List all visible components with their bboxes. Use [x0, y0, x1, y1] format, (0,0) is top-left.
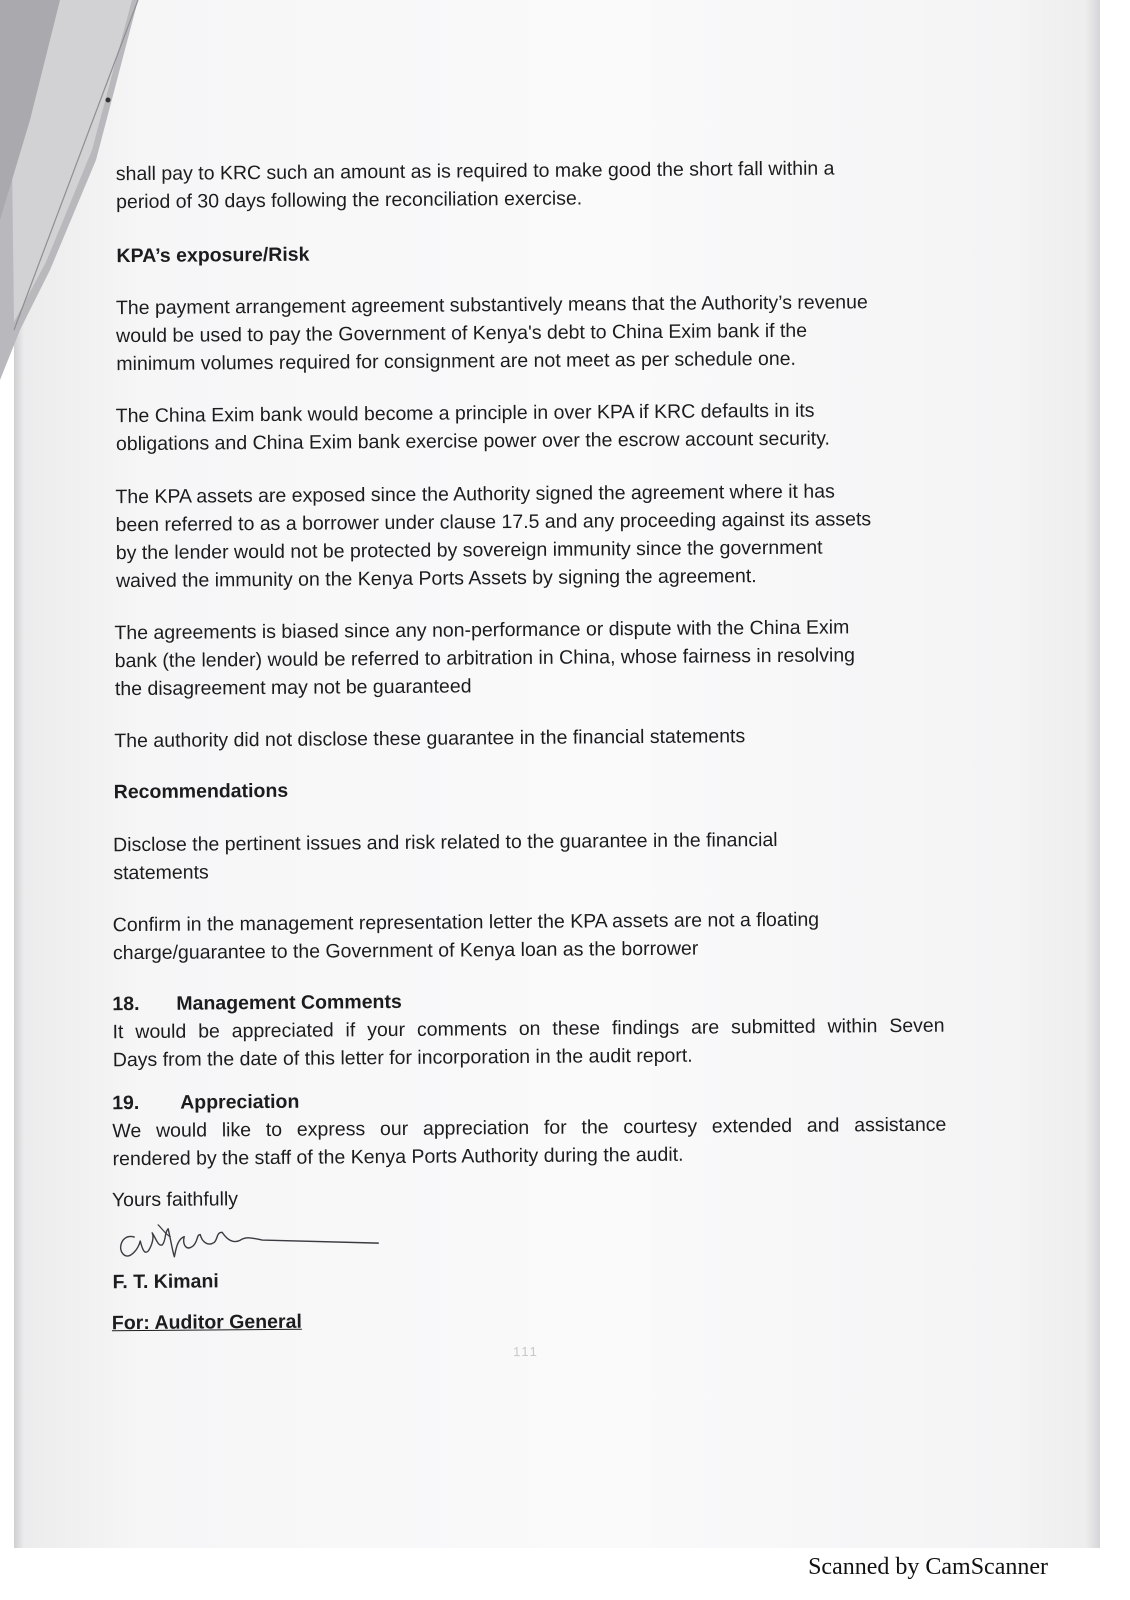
payment-line-1: The payment arrangement agreement substantively means that the Authority’s revenue: [115, 291, 868, 320]
section-18-heading: [112, 991, 402, 1016]
china-exim-line-2: obligations and China Exim bank exercise power over the escrow account security.: [115, 427, 830, 456]
assets-line-3: by the lender would not be protected by sovereign immunity since the government: [115, 536, 823, 565]
section-18-number: 18.: [112, 992, 140, 1016]
not-disclosed-line: The authority did not disclose these guarantee in the financial statements: [114, 725, 746, 753]
section-19-title: Appreciation: [180, 1090, 300, 1114]
rec-disclose-line-2: statements: [113, 861, 209, 885]
signatory-name: F. T. Kimani: [112, 1270, 219, 1294]
china-exim-line-1: The China Exim bank would become a principle in over KPA if KRC defaults in its: [115, 399, 815, 428]
payment-line-2: would be used to pay the Government of Kenya's debt to China Exim bank if the: [116, 319, 808, 348]
assets-line-4: waived the immunity on the Kenya Ports Assets by signing the agreement.: [115, 565, 757, 593]
rec-confirm-line-2: charge/guarantee to the Government of Kenya loan as the borrower: [112, 937, 699, 965]
section-19-number: 19.: [112, 1092, 140, 1115]
section-19-body-line-2: rendered by the staff of the Kenya Ports Authority during the audit.: [112, 1143, 684, 1171]
faint-page-mark: 111: [513, 1343, 539, 1360]
shortfall-line-1: shall pay to KRC such an amount as is required to make good the short fall within a: [115, 157, 835, 186]
section-18-body-line-2: Days from the date of this letter for incorporation in the audit report.: [112, 1044, 693, 1072]
recommendations-heading: Recommendations: [113, 779, 289, 804]
exposure-risk-heading: KPA’s exposure/Risk: [116, 243, 310, 268]
biased-line-1: The agreements is biased since any non-performance or dispute with the China Exim: [114, 616, 850, 645]
closing-salutation: Yours faithfully: [111, 1188, 239, 1212]
camscanner-watermark: Scanned by CamScanner: [808, 1554, 1048, 1580]
shortfall-line-2: period of 30 days following the reconciliation exercise.: [115, 187, 583, 214]
assets-line-2: been referred to as a borrower under clause 17.5 and any proceeding against its assets: [115, 508, 872, 537]
payment-line-3: minimum volumes required for consignment are not meet as per schedule one.: [116, 347, 797, 376]
rec-confirm-line-1: Confirm in the management representation letter the KPA assets are not a floating: [112, 908, 820, 937]
section-18-body-line-1: It would be appreciated if your comments on these findings are submitted within Seven: [112, 1014, 945, 1044]
section-19-body-line-1: We would like to express our appreciation for the courtesy extended and assistance: [112, 1113, 947, 1143]
signatory-role: For: Auditor General: [111, 1310, 302, 1335]
assets-line-1: The KPA assets are exposed since the Authority signed the agreement where it has: [115, 480, 835, 509]
biased-line-2: bank (the lender) would be referred to arbitration in China, whose fairness in resolving: [114, 644, 856, 673]
handwritten-signature: [112, 1213, 392, 1275]
biased-line-3: the disagreement may not be guaranteed: [114, 675, 472, 701]
rec-disclose-line-1: Disclose the pertinent issues and risk related to the guarantee in the financial: [113, 828, 778, 857]
section-19-heading: [112, 1091, 299, 1115]
section-18-title: Management Comments: [176, 990, 402, 1015]
